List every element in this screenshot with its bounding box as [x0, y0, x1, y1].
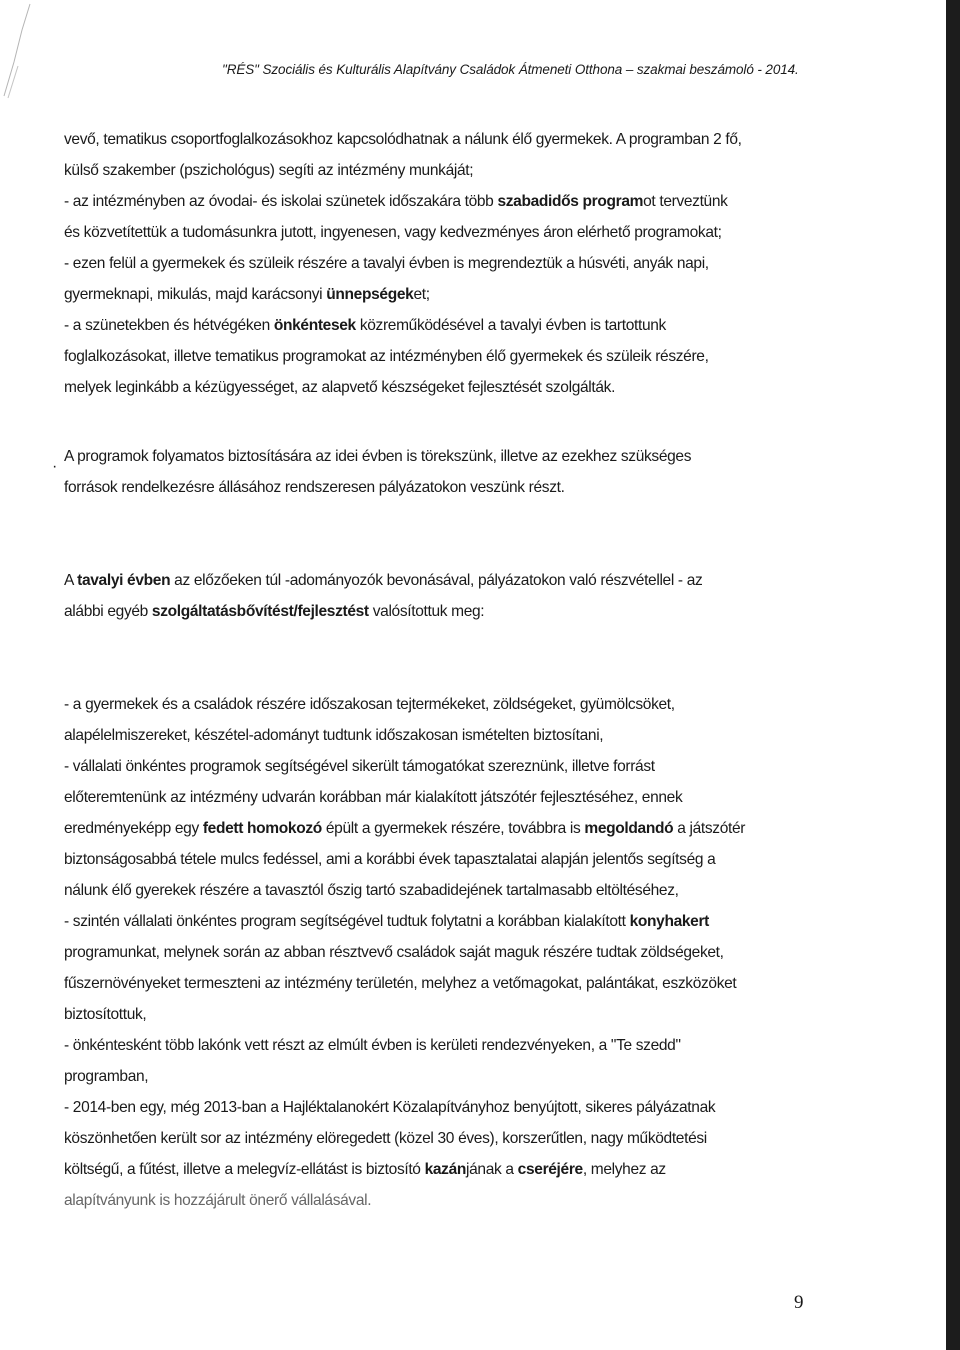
text-run: nálunk élő gyerekek részére a tavasztól őszig tartó szabadidejének tartalmasabb eltöltéséhez,	[64, 882, 679, 899]
text-run: szabadidős program	[497, 193, 644, 210]
text-run: épült a gyermekek részére, továbbra is	[321, 820, 585, 837]
text-run: konyhakert	[629, 913, 710, 930]
page-number: 9	[794, 1292, 804, 1313]
text-run: - 2014-ben egy, még 2013-ban a Hajléktalanokért Közalapítványhoz benyújtott, sikeres pályázatnak	[64, 1099, 716, 1116]
text-run: ünnepségek	[326, 286, 414, 303]
text-run: - szintén vállalati önkéntes program segítségével tudtuk folytatni a korábban kialakított	[64, 913, 630, 930]
paragraph-services-list	[64, 689, 786, 1216]
text-run: és közvetítettük a tudomásunkra jutott, ingyenesen, vagy kedvezményes áron elérhető programokat;	[64, 224, 722, 241]
text-run: fedett homokozó	[202, 820, 322, 837]
text-run: - önkéntesként több lakónk vett részt az elmúlt évben is kerületi rendezvényeken, a "Te szedd"	[64, 1037, 681, 1054]
text-run: biztosítottuk,	[64, 1006, 147, 1023]
text-run: - vállalati önkéntes programok segítségével sikerült támogatókat szereznünk, illetve forrást	[64, 758, 655, 775]
text-run: A programok folyamatos biztosítására az idei évben is törekszünk, illetve az ezekhez szükséges	[64, 448, 692, 465]
text-run: valósítottuk meg:	[368, 603, 485, 620]
text-run: gyermeknapi, mikulás, majd karácsonyi	[64, 286, 327, 303]
text-run: köszönhetően került sor az intézmény elöregedett (közel 30 éves), korszerűtlen, nagy működtetési	[64, 1130, 707, 1147]
text-run: melyek leginkább a kézügyességet, az alapvető készségeket fejlesztését szolgálták.	[64, 379, 616, 396]
paragraph-programs	[64, 124, 786, 403]
text-run: kazán	[424, 1161, 467, 1178]
text-run: - a szünetekben és hétvégéken	[64, 317, 274, 334]
text-run: fűszernövényeket termeszteni az intézmény területén, melyhez a vetőmagokat, palántákat, eszközöket	[64, 975, 737, 992]
text-run: A	[64, 572, 78, 589]
text-run: önkéntesek	[273, 317, 356, 334]
text-run: a játszótér	[673, 820, 746, 837]
text-run: közreműködésével a tavalyi évben is tartottunk	[355, 317, 666, 334]
bullet-dot: ·	[52, 458, 58, 475]
paragraph-funding	[64, 441, 786, 503]
text-run: alapítványunk is hozzájárult önerő vállalásával.	[64, 1192, 372, 1209]
text-run: programban,	[64, 1068, 149, 1085]
text-run: vevő, tematikus csoportfoglalkozásokhoz kapcsolódhatnak a nálunk élő gyermekek. A programban 2 fő,	[64, 131, 742, 148]
text-run: előteremtenünk az intézmény udvarán korábban már kialakított játszótér fejlesztéséhez, ennek	[64, 789, 683, 806]
text-run: külső szakember (pszichológus) segíti az intézmény munkáját;	[64, 162, 474, 179]
text-run: megoldandó	[584, 820, 674, 837]
scan-edge-bar	[946, 0, 960, 1350]
text-run: szolgáltatásbővítést/fejlesztést	[151, 603, 369, 620]
paragraph-services-intro	[64, 565, 786, 627]
text-run: - ezen felül a gyermekek és szüleik részére a tavalyi évben is megrendeztük a húsvéti, anyák napi,	[64, 255, 709, 272]
scan-margin-mark	[0, 0, 40, 100]
text-run: ot terveztünk	[643, 193, 728, 210]
text-run: források rendelkezésre állásához rendszeresen pályázatokon veszünk részt.	[64, 479, 565, 496]
text-run: cseréjére	[517, 1161, 583, 1178]
text-run: , melyhez az	[582, 1161, 666, 1178]
text-run: alábbi egyéb	[64, 603, 152, 620]
text-run: foglalkozásokat, illetve tematikus programokat az intézményben élő gyermekek és szüleik részére,	[64, 348, 709, 365]
page-header: "RÉS" Szociális és Kulturális Alapítvány Családok Átmeneti Otthona – szakmai beszámoló - 2014.	[222, 62, 799, 77]
text-run: - a gyermekek és a családok részére időszakosan tejtermékeket, zöldségeket, gyümölcsöket,	[64, 696, 675, 713]
text-run: - az intézményben az óvodai- és iskolai szünetek időszakára több	[64, 193, 498, 210]
text-run: biztonságosabbá tétele mulcs fedéssel, ami a korábbi évek tapasztalatai alapján jelentős segítség a	[64, 851, 716, 868]
text-run: eredményeképp egy	[64, 820, 203, 837]
text-run: et;	[413, 286, 430, 303]
text-run: programunkat, melynek során az abban résztvevő családok saját maguk részére tudtak zöldségeket,	[64, 944, 724, 961]
text-run: jának a	[466, 1161, 518, 1178]
text-run: tavalyi évben	[77, 572, 171, 589]
text-run: az előzőeken túl -adományozók bevonásával, pályázatokon való részvétellel - az	[170, 572, 703, 589]
text-run: alapélelmiszereket, készétel-adományt tudtunk időszakosan ismételten biztosítani,	[64, 727, 604, 744]
text-run: költségű, a fűtést, illetve a melegvíz-ellátást is biztosító	[64, 1161, 425, 1178]
document-body	[64, 124, 786, 1216]
